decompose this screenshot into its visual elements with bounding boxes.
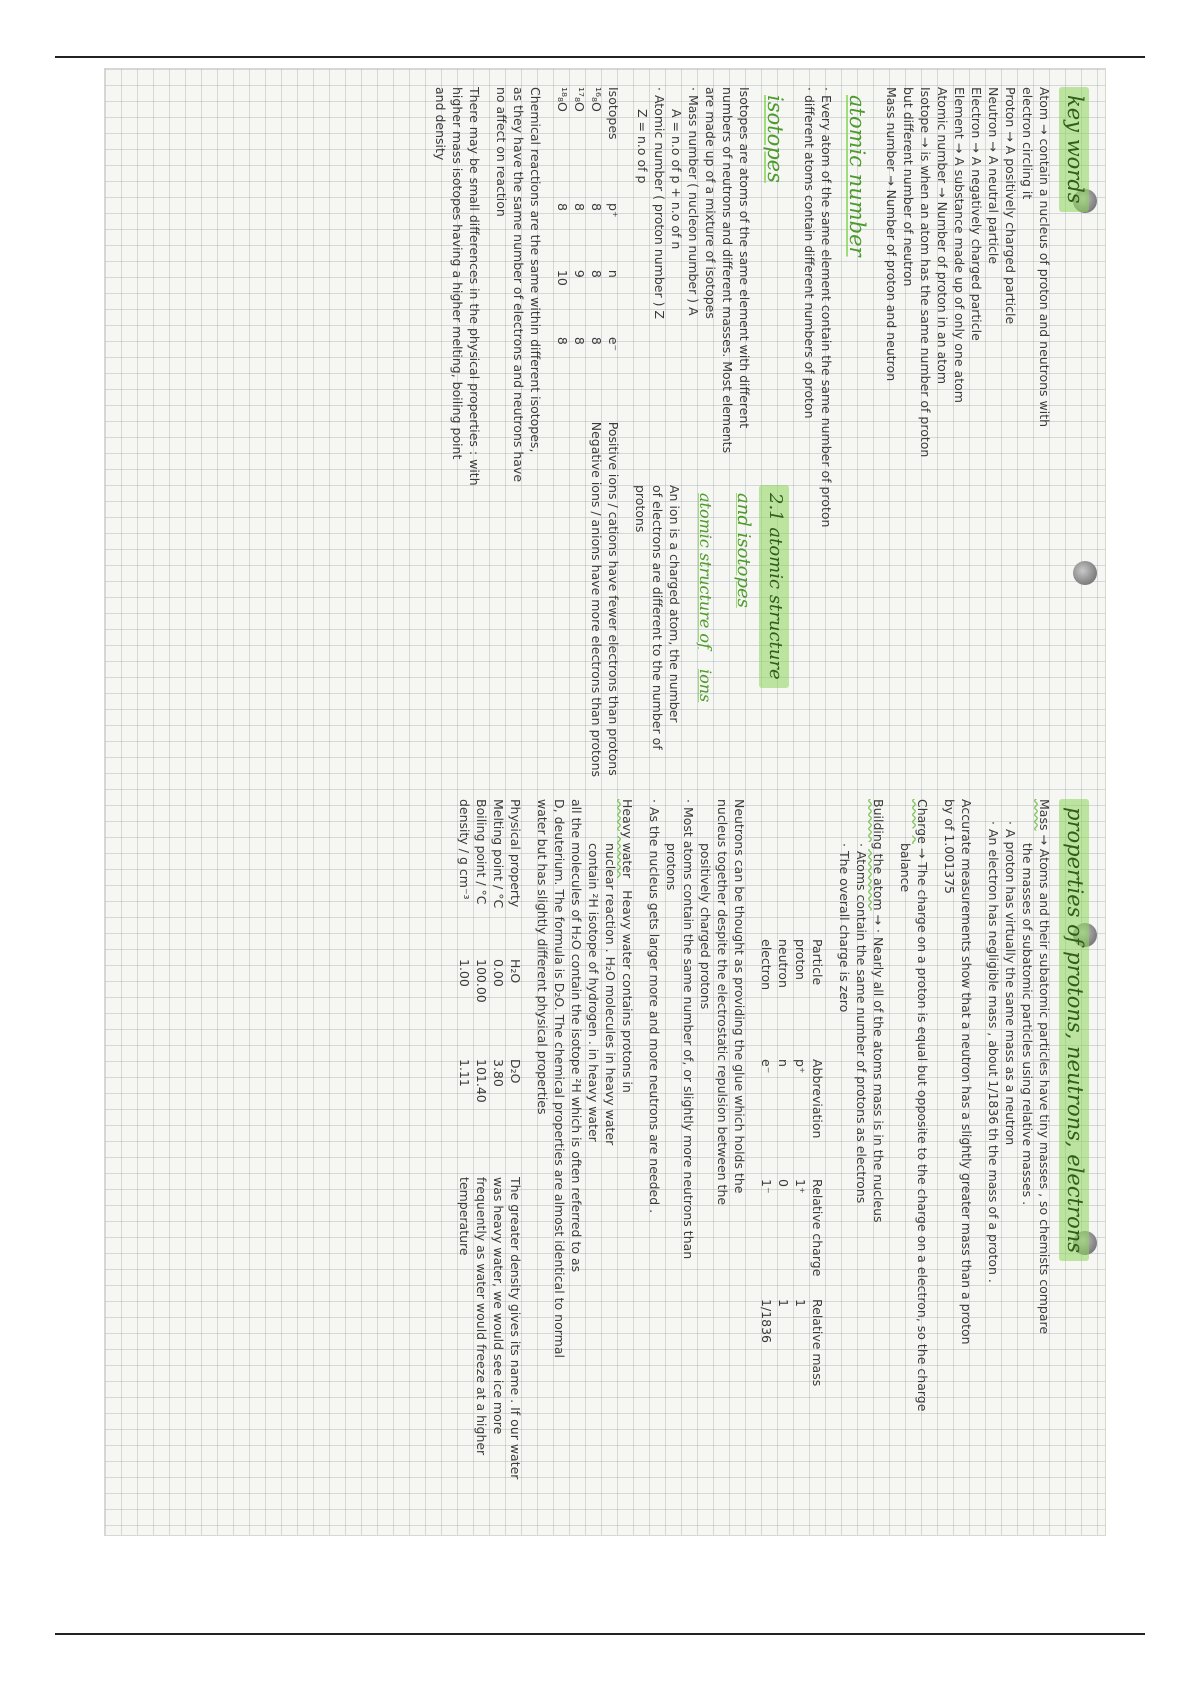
- table-header: H₂O: [508, 959, 523, 984]
- mass-first-line: [1036, 799, 1053, 1519]
- table-row: [456, 799, 473, 1159]
- ions-line: protons: [633, 485, 648, 533]
- table-cell: 8: [555, 203, 570, 211]
- key-word-line: Atomic number → Number of proton in an atom: [935, 87, 950, 384]
- charge-line: balance: [898, 843, 913, 893]
- physical-properties-table: [456, 799, 524, 1159]
- key-word-line: Neutron → A neutral particle: [986, 87, 1001, 265]
- table-cell: 8: [589, 269, 604, 278]
- atomic-number-line: · different atoms contain different numbers of proton: [802, 87, 817, 419]
- rotated-notes: [105, 69, 1105, 1535]
- table-cell: 1.11: [457, 1059, 472, 1087]
- table-cell: 1/1836: [759, 1299, 774, 1343]
- table-cell: 8: [555, 336, 570, 345]
- table-header: e⁻: [606, 336, 621, 352]
- key-word-line: Electron → A negatively charged particle: [969, 87, 984, 341]
- ions-line: of electrons are different to the number of: [650, 485, 665, 750]
- table-cell: 8: [572, 203, 587, 211]
- isotope-line: Isotopes are atoms of the same element with different: [737, 87, 752, 429]
- right-column: [456, 799, 1091, 1519]
- charge-first-line: [914, 799, 931, 1519]
- physical-note-line: was heavy water, we would see ice more: [491, 1177, 506, 1435]
- isotope-closing-line: Chemical reactions are the same within different isotopes,: [528, 87, 543, 453]
- nucleus-line: positively charged protons: [698, 843, 713, 1010]
- table-cell: 8: [572, 336, 587, 345]
- table-cell: ¹⁶₈O: [589, 87, 604, 112]
- particle-table: [758, 939, 826, 1419]
- ions-section: [632, 485, 791, 775]
- table-cell: 9: [572, 269, 587, 278]
- table-row: [473, 799, 490, 1159]
- heavy-line: water but has slightly different physical properties: [535, 799, 550, 1115]
- nucleus-line: · Most atoms contain the same number of, or slightly more neutrons than: [681, 799, 696, 1260]
- table-header: D₂O: [508, 1059, 523, 1084]
- heavy-line: Heavy water contains protons in: [620, 890, 635, 1093]
- table-cell: 101.40: [474, 1059, 489, 1103]
- physical-note-line: The greater density gives its name . If our water: [508, 1177, 523, 1480]
- accurate-line: by of 1.001375: [942, 799, 957, 894]
- ions-line: Positive ions / cations have fewer electrons than protons: [606, 421, 621, 776]
- mass-line: · A proton has virtually the same mass as a neutron: [1003, 821, 1018, 1146]
- physical-note-line: temperature: [457, 1177, 472, 1256]
- table-row: [758, 939, 775, 1419]
- table-cell: Melting point / °C: [491, 799, 506, 909]
- building-label: Building the atom: [871, 799, 886, 911]
- physical-properties-row: [456, 799, 524, 1519]
- ions-line: An ion is a charged atom, the number: [667, 485, 682, 723]
- ions-line: Negative ions / anions have more electrons than protons: [589, 421, 604, 777]
- table-cell: 1⁻: [759, 1179, 774, 1194]
- table-cell: 0.00: [491, 959, 506, 987]
- heading-atomic-structure: 2.1 atomic structure: [759, 485, 789, 688]
- isotope-closing-line: higher mass isotopes having a higher melting, boiling point: [450, 87, 465, 460]
- isotopes-and-ions-row: [632, 87, 791, 777]
- table-header-row: [809, 939, 826, 1419]
- key-word-line: electron circling it: [1020, 87, 1035, 200]
- isotope-line: · Atomic number ( proton number ) Z: [652, 87, 667, 319]
- nucleus-line: nucleus together despite the electrostatic repulsion between the: [715, 799, 730, 1206]
- table-cell: ¹⁸₈O: [555, 87, 570, 112]
- isotope-line: A = n.o of p + n.o of n: [669, 109, 684, 250]
- building-line: · Atoms contain the same number of protons as electrons: [854, 843, 869, 1204]
- table-cell: 1: [793, 1299, 808, 1307]
- table-cell: 3.80: [491, 1059, 506, 1087]
- heavy-line: contain ²H isotope of hydrogen . in heavy water: [586, 843, 601, 1142]
- isotope-line: numbers of neutrons and different masses. Most elements: [720, 87, 735, 454]
- key-word-line: Proton → A positively charged particle: [1003, 87, 1018, 325]
- top-rule: [55, 56, 1145, 58]
- isotope-closing-line: and density: [433, 87, 448, 161]
- table-row: [775, 939, 792, 1419]
- mass-line: the masses of subatomic particles using relative masses .: [1020, 843, 1035, 1206]
- table-cell: 1⁺: [793, 1179, 808, 1194]
- isotope-closing-line: There may be small differences in the physical properties : with: [467, 87, 482, 486]
- table-cell: density / g cm⁻³: [457, 799, 472, 900]
- key-word-line: but different number of neutron: [901, 87, 916, 287]
- left-column: [432, 87, 1091, 777]
- bottom-rule: [55, 1633, 1145, 1635]
- table-header: Relative charge: [810, 1179, 825, 1277]
- table-cell: 8: [589, 336, 604, 345]
- table-row: [792, 939, 809, 1419]
- key-word-line: Mass number → Number of proton and neutron: [884, 87, 899, 382]
- isotope-table: [554, 87, 622, 404]
- table-header: Physical property: [508, 799, 523, 908]
- isotope-line: · Mass number ( nucleon number ) A: [686, 87, 701, 316]
- table-cell: 100.00: [474, 959, 489, 1003]
- atomic-number-line: · Every atom of the same element contain the same number of proton: [819, 87, 834, 528]
- heavy-line: nuclear reaction . H₂O molecules in heavy water: [603, 843, 618, 1146]
- isotope-closing-line: no affect on reaction: [494, 87, 509, 217]
- mass-label: Mass: [1037, 799, 1052, 831]
- key-word-line: Atom → contain a nucleus of proton and neutrons with: [1037, 87, 1052, 428]
- isotope-table-row: [554, 87, 622, 777]
- table-header: Relative mass: [810, 1299, 825, 1387]
- isotope-line: are made up of a mixture of isotopes: [703, 87, 718, 319]
- heading-structure-of: atomic structure of: [696, 493, 715, 649]
- heavy-line: D, deuterium. The formula is D₂O. The chemical properties are almost identical to normal: [552, 799, 567, 1358]
- mass-line: → Atoms and their subatomic particles have tiny masses , so chemists compare: [1037, 834, 1052, 1335]
- heading-isotopes: isotopes: [763, 95, 787, 183]
- heading-properties: properties of protons, neutrons, electrons: [1059, 799, 1089, 1261]
- heavy-line: all the molecules of H₂O contain the isotope ²H which is often referred to as: [569, 799, 584, 1273]
- charge-line: → The charge on a proton is equal but opposite to the charge on a electron, so the charge: [915, 847, 930, 1412]
- isotopes-section: [632, 87, 791, 467]
- table-cell: 0: [776, 1179, 791, 1187]
- heavy-first-line: [619, 799, 636, 1519]
- nucleus-line: protons: [664, 843, 679, 891]
- nucleus-line: Neutrons can be thought as providing the glue which holds the: [732, 799, 747, 1194]
- table-row: [490, 799, 507, 1159]
- isotope-line: Z = n.o of p: [635, 109, 650, 184]
- key-word-line: Isotope → is when an atom has the same number of proton: [918, 87, 933, 458]
- table-cell: 1: [776, 1299, 791, 1307]
- notebook-sheet: [104, 68, 1106, 1536]
- table-row: [554, 87, 571, 404]
- building-line: · The overall charge is zero: [837, 843, 852, 1013]
- table-header: Particle: [810, 939, 825, 986]
- mass-line: · An electron has negligible mass , about 1/1836 th the mass of a proton .: [986, 821, 1001, 1283]
- key-word-line: Element → A substance made up of only one atom: [952, 87, 967, 403]
- table-header: p⁺: [606, 203, 621, 218]
- physical-note-line: frequently as water would freeze at a higher: [474, 1177, 489, 1456]
- table-cell: e⁻: [759, 1059, 774, 1074]
- key-words-list: [883, 87, 1053, 777]
- table-cell: p⁺: [793, 1059, 808, 1074]
- table-cell: n: [776, 1059, 791, 1067]
- isotope-closing-line: as they have the same number of electrons and neutrons have: [511, 87, 526, 483]
- table-cell: Boiling point / °C: [474, 799, 489, 905]
- table-cell: proton: [793, 939, 808, 980]
- table-header-row: [507, 799, 524, 1159]
- building-first-line: [870, 799, 887, 1519]
- table-cell: ¹⁷₈O: [572, 87, 587, 112]
- nucleus-line: · As the nucleus gets larger more and more neutrons are needed .: [647, 799, 662, 1214]
- heading-atomic-number: atomic number: [845, 95, 869, 257]
- heading-key-words: key words: [1059, 87, 1089, 212]
- table-header: Abbreviation: [810, 1059, 825, 1139]
- table-header: n: [606, 269, 621, 278]
- table-row: [571, 87, 588, 404]
- physical-notes: [456, 1177, 524, 1479]
- heading-and-isotopes: and isotopes: [733, 493, 754, 608]
- table-header: Isotopes: [606, 87, 621, 140]
- heavy-water-label: Heavy water: [620, 799, 635, 879]
- table-cell: 8: [589, 203, 604, 211]
- building-line: → · Nearly all of the atoms mass is in the nucleus: [871, 914, 886, 1223]
- table-row: [588, 87, 605, 404]
- ion-types: [554, 422, 622, 777]
- table-cell: electron: [759, 939, 774, 991]
- table-header-row: [605, 87, 622, 404]
- heading-ions: ions: [696, 668, 715, 703]
- table-cell: 10: [555, 269, 570, 286]
- table-cell: 1.00: [457, 959, 472, 987]
- charge-label: Charge: [915, 799, 930, 844]
- accurate-line: Accurate measurements show that a neutron has a slightly greater mass than a proton: [959, 799, 974, 1345]
- table-cell: neutron: [776, 939, 791, 988]
